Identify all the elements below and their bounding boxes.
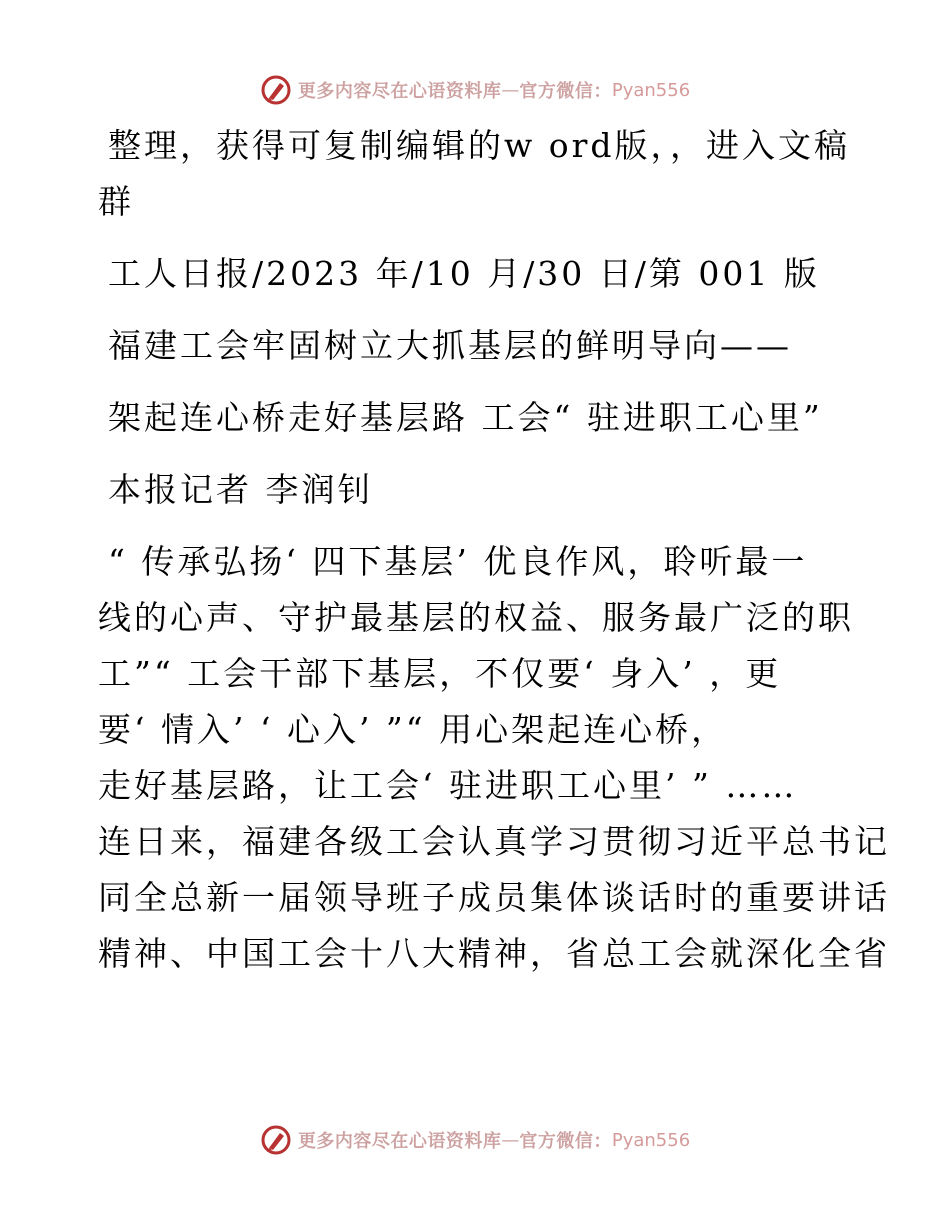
author-line: 本报记者 李润钊 (108, 470, 374, 509)
article-subtitle: 福建工会牢固树立大抓基层的鲜明导向—— (108, 326, 792, 365)
body-line: 连日来，福建各级工会认真学习贯彻习近平总书记 (98, 822, 890, 861)
header-watermark (0, 70, 950, 110)
document-body (98, 118, 890, 982)
intro-line-1: 整理，获得可复制编辑的w ord版，，进入文稿 (108, 126, 851, 165)
watermark-separator: — (501, 79, 520, 101)
watermark-text: 更多内容尽在心语资料库 (297, 1131, 502, 1152)
intro-line-2: 群 (98, 182, 134, 221)
watermark-wechat-id: Pyan556 (611, 79, 691, 101)
pen-logo-icon (260, 74, 292, 106)
watermark-wechat-id: Pyan556 (611, 1129, 691, 1151)
watermark-wechat-label: 官方微信： (519, 81, 612, 102)
watermark-separator: — (501, 1129, 520, 1151)
source-line: 工人日报/2023 年/10 月/30 日/第 001 版 (108, 254, 820, 293)
pen-logo-icon (260, 1124, 292, 1156)
body-line: 线的心声、守护最基层的权益、服务最广泛的职 (98, 598, 854, 637)
watermark-wechat-label: 官方微信： (519, 1131, 612, 1152)
watermark-text: 更多内容尽在心语资料库 (297, 81, 502, 102)
body-line: 精神、中国工会十八大精神，省总工会就深化全省 (98, 934, 890, 973)
footer-watermark (0, 1120, 950, 1160)
body-line: 要‘ 情入’ ‘ 心入’ ”“ 用心架起连心桥， (98, 710, 728, 749)
body-line: 走好基层路，让工会‘ 驻进职工心里’ ” …… (98, 766, 798, 805)
body-line: “ 传承弘扬‘ 四下基层’ 优良作风，聆听最一 (108, 542, 808, 581)
body-line: 工”“ 工会干部下基层，不仅要‘ 身入’ ，更 (98, 654, 782, 693)
article-title: 架起连心桥走好基层路 工会“ 驻进职工心里” (108, 398, 823, 437)
body-line: 同全总新一届领导班子成员集体谈话时的重要讲话 (98, 878, 890, 917)
